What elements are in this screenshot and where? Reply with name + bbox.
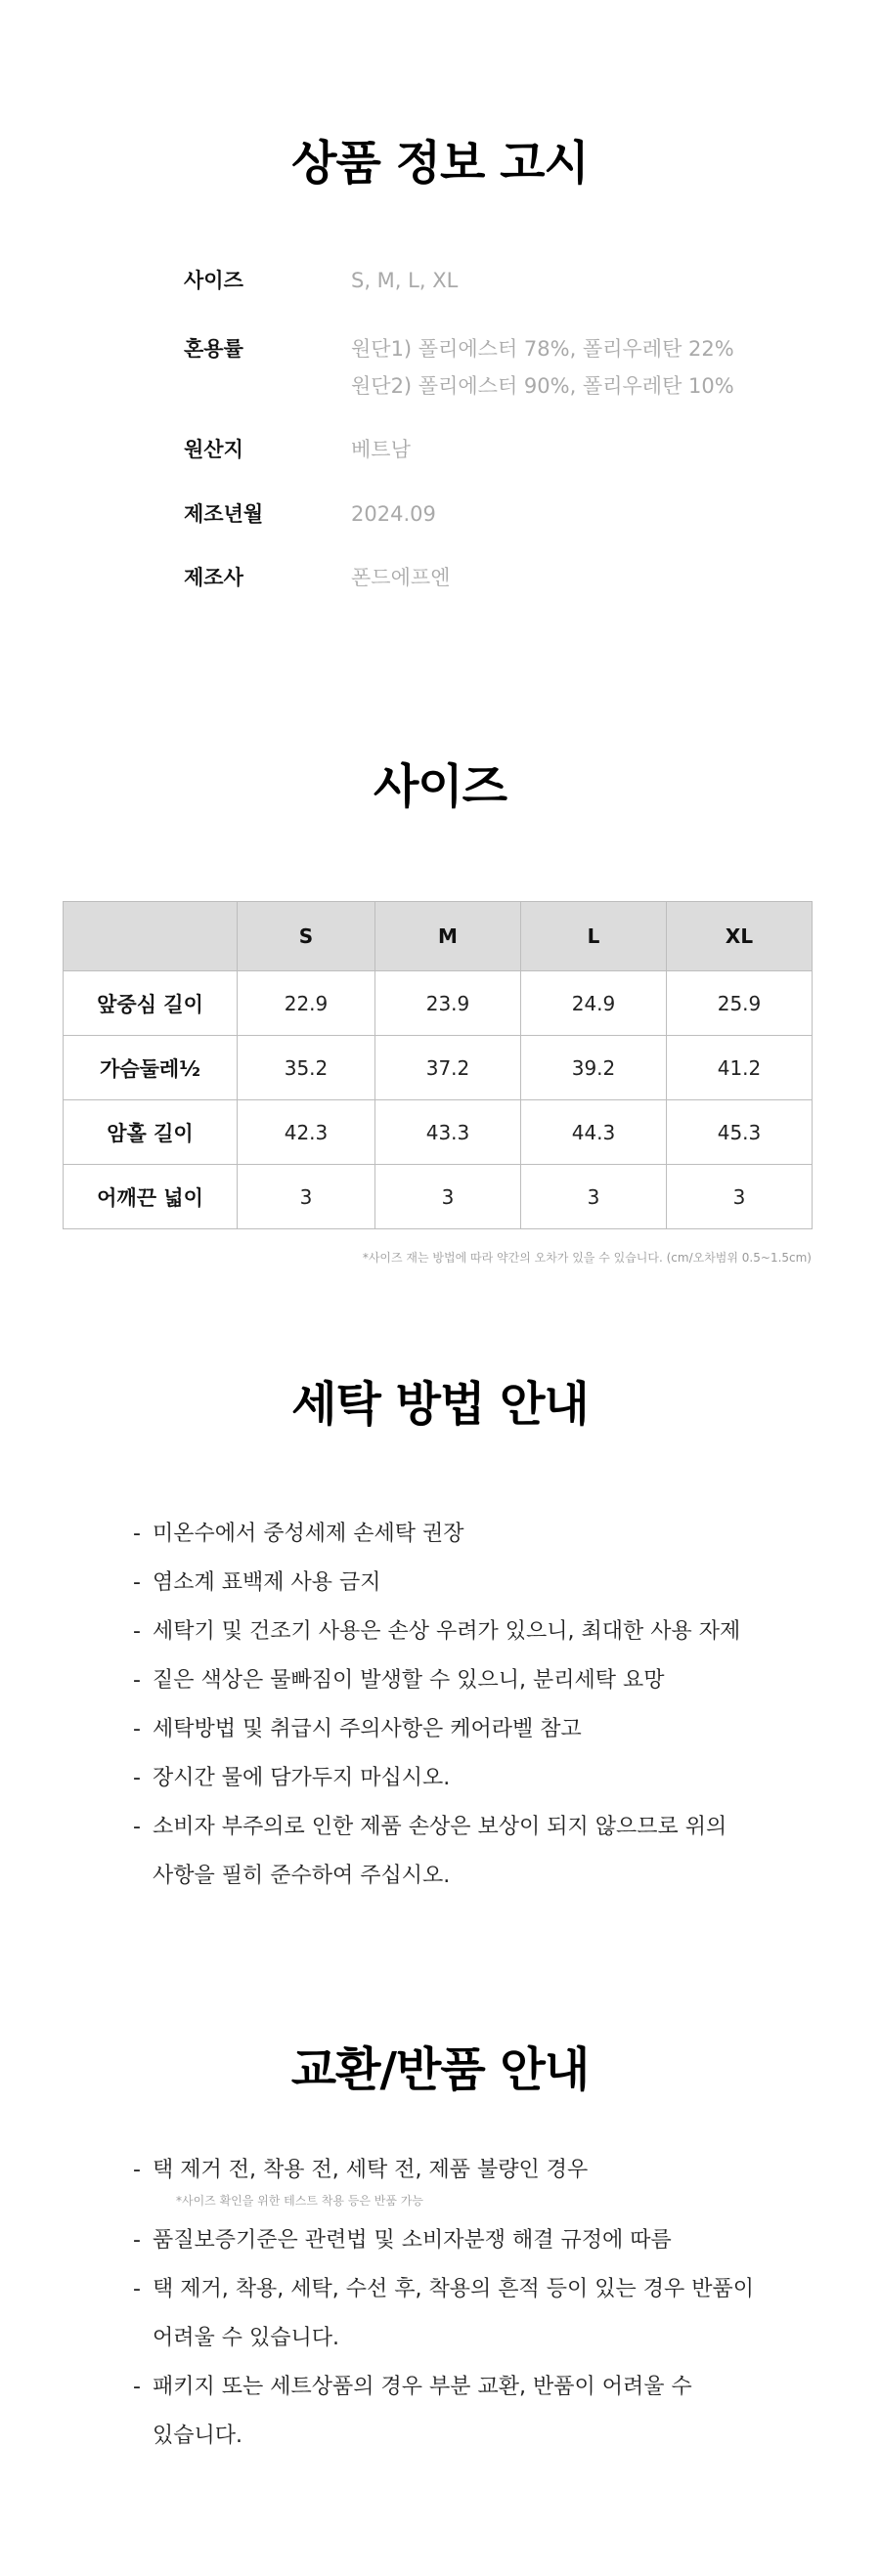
info-value-line: S, M, L, XL <box>351 269 459 292</box>
exchange-note: *사이즈 확인을 위한 테스트 착용 등은 반품 가능 <box>176 2194 423 2208</box>
info-label: 사이즈 <box>184 269 243 292</box>
dash-icon: - <box>133 2158 141 2182</box>
list-item-text: 짙은 색상은 물빠짐이 발생할 수 있으니, 분리세탁 요망 <box>153 1668 665 1693</box>
size-cell: 37.2 <box>375 1036 521 1100</box>
product-info-title: 상품 정보 고시 <box>291 136 589 191</box>
list-item <box>133 2265 817 2363</box>
size-row-label: 암홀 길이 <box>64 1100 238 1165</box>
dash-icon: - <box>133 1668 141 1693</box>
info-value <box>351 431 411 468</box>
list-item <box>133 1559 817 1608</box>
table-row <box>64 1100 813 1165</box>
size-cell: 41.2 <box>667 1036 813 1100</box>
exchange-title: 교환/반품 안내 <box>290 2042 590 2097</box>
size-cell: 25.9 <box>667 971 813 1036</box>
dash-icon: - <box>133 1717 141 1741</box>
list-item-text: 패키지 또는 세트상품의 경우 부분 교환, 반품이 어려울 수 <box>153 2375 692 2399</box>
info-label: 제조사 <box>184 566 243 589</box>
list-item-text: 어려울 수 있습니다. <box>153 2326 339 2350</box>
list-item <box>133 1656 817 1705</box>
info-value <box>351 330 734 405</box>
table-row <box>64 1165 813 1229</box>
list-item-note <box>133 2191 817 2211</box>
list-item-text: 소비자 부주의로 인한 제품 손상은 보상이 되지 않으므로 위의 <box>153 1815 727 1839</box>
info-value-line: 2024.09 <box>351 502 436 526</box>
list-item-text: 세탁기 및 건조기 사용은 손상 우려가 있으니, 최대한 사용 자제 <box>153 1619 741 1644</box>
exchange-list <box>133 2146 817 2461</box>
size-row-label: 어깨끈 넓이 <box>64 1165 238 1229</box>
size-table <box>63 901 813 1229</box>
size-title: 사이즈 <box>373 759 507 814</box>
size-table-header-row <box>64 902 813 971</box>
size-cell: 3 <box>521 1165 667 1229</box>
info-value-line: 원단1) 폴리에스터 78%, 폴리우레탄 22% <box>351 337 734 361</box>
list-item-text: 염소계 표백제 사용 금지 <box>153 1570 381 1595</box>
size-column-header: M <box>375 902 521 971</box>
size-column-header: L <box>521 902 667 971</box>
info-value <box>351 495 436 533</box>
size-column-header: S <box>238 902 375 971</box>
table-row <box>64 1036 813 1100</box>
list-item <box>133 2216 817 2265</box>
list-item <box>133 1608 817 1656</box>
size-table-corner <box>64 902 238 971</box>
list-item <box>133 2146 817 2195</box>
size-column-header: XL <box>667 902 813 971</box>
size-cell: 43.3 <box>375 1100 521 1165</box>
size-cell: 23.9 <box>375 971 521 1036</box>
list-item <box>133 1705 817 1754</box>
size-cell: 45.3 <box>667 1100 813 1165</box>
list-item-text: 미온수에서 중성세제 손세탁 권장 <box>153 1522 464 1546</box>
size-row-label: 앞중심 길이 <box>64 971 238 1036</box>
dash-icon: - <box>133 2228 141 2253</box>
list-item-text: 장시간 물에 담가두지 마십시오. <box>153 1766 451 1790</box>
size-cell: 44.3 <box>521 1100 667 1165</box>
list-item-text: 택 제거, 착용, 세탁, 수선 후, 착용의 흔적 등이 있는 경우 반품이 <box>153 2277 754 2301</box>
list-item <box>133 1754 817 1803</box>
size-row-label: 가슴둘레½ <box>64 1036 238 1100</box>
info-value-line: 원단2) 폴리에스터 90%, 폴리우레탄 10% <box>351 374 734 398</box>
size-cell: 24.9 <box>521 971 667 1036</box>
list-item-text: 세탁방법 및 취급시 주의사항은 케어라벨 참고 <box>153 1717 582 1741</box>
info-label: 제조년월 <box>184 502 264 526</box>
list-item <box>133 1803 817 1901</box>
table-row <box>64 971 813 1036</box>
dash-icon: - <box>133 1522 141 1546</box>
info-label: 원산지 <box>184 438 243 461</box>
list-item-text: 품질보증기준은 관련법 및 소비자분쟁 해결 규정에 따름 <box>153 2228 672 2253</box>
dash-icon: - <box>133 2375 141 2399</box>
dash-icon: - <box>133 1619 141 1644</box>
list-item <box>133 2363 817 2461</box>
dash-icon: - <box>133 2277 141 2301</box>
info-value-line: 폰드에프엔 <box>351 566 451 589</box>
info-label: 혼용률 <box>184 337 243 361</box>
size-cell: 42.3 <box>238 1100 375 1165</box>
info-value <box>351 262 458 299</box>
size-cell: 3 <box>238 1165 375 1229</box>
size-cell: 3 <box>375 1165 521 1229</box>
list-item <box>133 1510 817 1559</box>
dash-icon: - <box>133 1815 141 1839</box>
washing-title: 세탁 방법 안내 <box>291 1377 589 1432</box>
washing-list <box>133 1510 817 1901</box>
info-value-line: 베트남 <box>351 438 411 461</box>
size-cell: 35.2 <box>238 1036 375 1100</box>
list-item-text: 사항을 필히 준수하여 주십시오. <box>153 1864 451 1888</box>
size-cell: 22.9 <box>238 971 375 1036</box>
dash-icon: - <box>133 1570 141 1595</box>
info-value <box>351 559 450 596</box>
list-item-text: 있습니다. <box>153 2424 243 2448</box>
list-item-text: 택 제거 전, 착용 전, 세탁 전, 제품 불량인 경우 <box>153 2158 589 2182</box>
size-cell: 39.2 <box>521 1036 667 1100</box>
size-cell: 3 <box>667 1165 813 1229</box>
dash-icon: - <box>133 1766 141 1790</box>
size-note: *사이즈 재는 방법에 따라 약간의 오차가 있을 수 있습니다. (cm/오차범위 0.5~1.5cm) <box>362 1251 812 1265</box>
